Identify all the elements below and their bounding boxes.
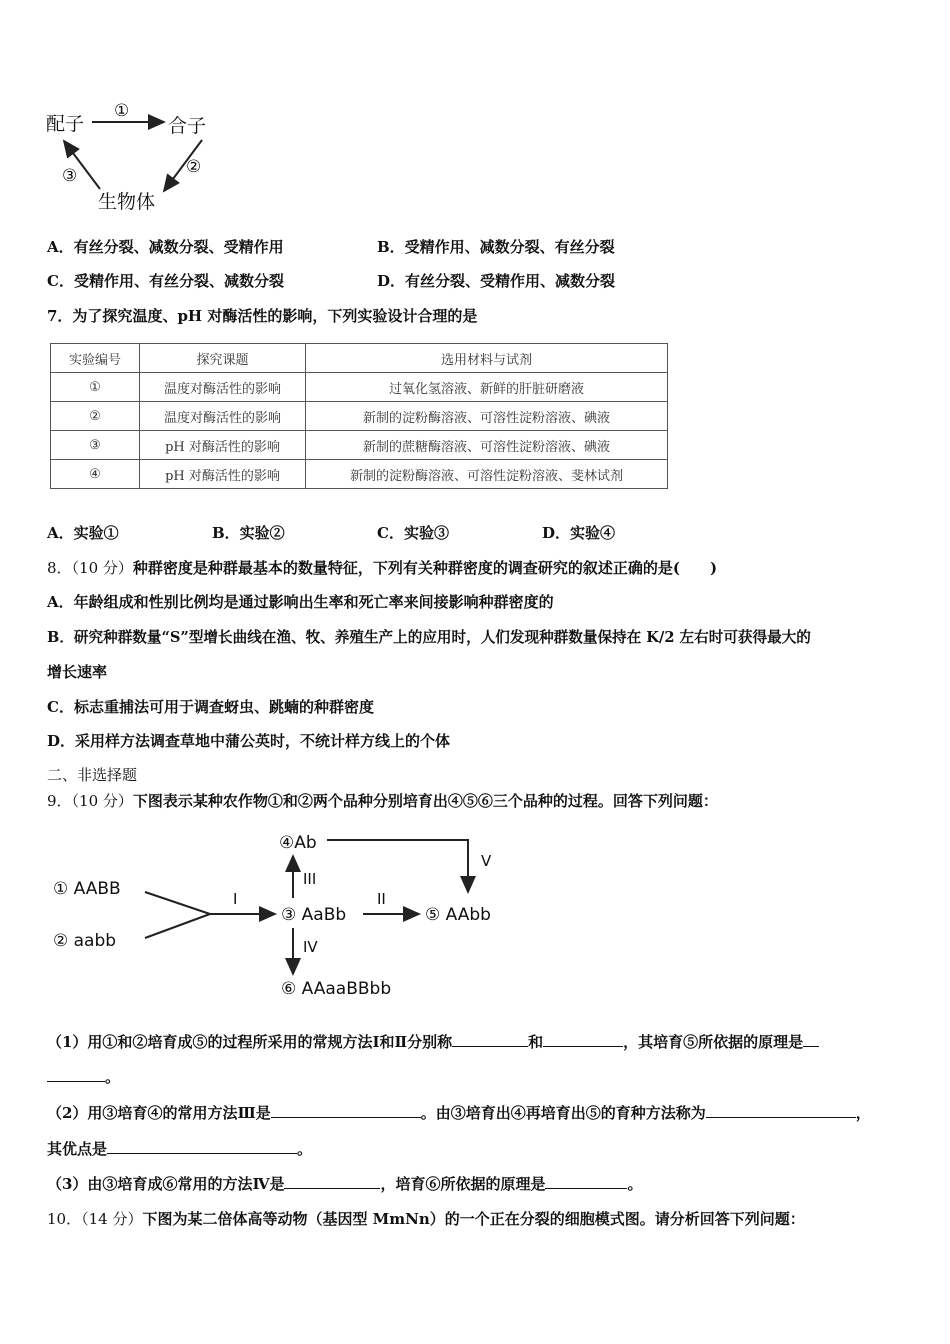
q9-stem: 下图表示某种农作物①和②两个品种分别培育出④⑤⑥三个品种的过程。回答下列问题： (132, 792, 718, 810)
table-header: 探究课题 (140, 344, 306, 373)
answer-blank[interactable] (545, 1174, 627, 1189)
q6-cycle-diagram (40, 95, 225, 220)
table-cell: ③ (51, 431, 140, 460)
table-cell: 新制的淀粉酶溶液、可溶性淀粉溶液、斐林试剂 (306, 460, 668, 489)
table-row (51, 431, 668, 460)
q9-label-v: V (481, 852, 492, 870)
table-cell: pH 对酶活性的影响 (140, 431, 306, 460)
table-header-row (51, 344, 668, 373)
table-cell: 过氧化氢溶液、新鲜的肝脏研磨液 (306, 373, 668, 402)
q9-arrow-v (327, 840, 468, 892)
table-cell: 温度对酶活性的影响 (140, 373, 306, 402)
q10-score: （14 分） (81, 1210, 143, 1228)
q9-part2-end: 。 (297, 1140, 313, 1158)
q9-breeding-diagram (45, 822, 515, 1007)
q7-experiment-table (50, 343, 668, 489)
q9-stem-line (47, 790, 718, 811)
table-cell: pH 对酶活性的影响 (140, 460, 306, 489)
table-row (51, 460, 668, 489)
q9-part3-end: 。 (627, 1175, 643, 1193)
q8-number: 8． (47, 559, 72, 577)
q9-part2-line2 (47, 1138, 312, 1159)
answer-blank[interactable] (107, 1139, 297, 1154)
table-cell: 温度对酶活性的影响 (140, 402, 306, 431)
q8-score: （10 分） (71, 559, 133, 577)
q6-option-c: C．受精作用、有丝分裂、减数分裂 (47, 272, 284, 290)
q9-part1-end: 。 (105, 1068, 121, 1086)
table-header: 实验编号 (51, 344, 140, 373)
q7-stem: 7．为了探究温度、pH 对酶活性的影响，下列实验设计合理的是 (47, 307, 478, 325)
q9-part2-line (47, 1102, 871, 1123)
q9-part1-text-b: 和 (528, 1033, 544, 1051)
answer-blank[interactable] (803, 1032, 819, 1047)
q9-part1-text-a: （1）用①和②培育成⑤的过程所采用的常规方法Ⅰ和Ⅱ分别称 (47, 1033, 453, 1051)
q6-node-organism: 生物体 (98, 191, 156, 213)
q8-option-c: C．标志重捕法可用于调查蚜虫、跳蝻的种群密度 (47, 698, 374, 716)
q6-label-3: ③ (62, 166, 78, 186)
table-cell: 新制的蔗糖酶溶液、可溶性淀粉溶液、碘液 (306, 431, 668, 460)
q9-part1-text-c: ，其培育⑤所依据的原理是 (623, 1033, 804, 1051)
q6-label-1: ① (114, 101, 130, 121)
q6-option-a: A．有丝分裂、减数分裂、受精作用 (47, 238, 284, 256)
q10-number: 10． (47, 1210, 82, 1228)
table-header: 选用材料与试剂 (306, 344, 668, 373)
q8-option-d: D．采用样方法调查草地中蒲公英时，不统计样方线上的个体 (47, 732, 451, 750)
answer-blank[interactable] (284, 1174, 380, 1189)
q9-part2-text-b: 。由③培育出④再培育出⑤的育种方法称为 (420, 1104, 706, 1122)
table-cell: ④ (51, 460, 140, 489)
q9-score: （10 分） (71, 792, 133, 810)
q8-option-a: A．年龄组成和性别比例均是通过影响出生率和死亡率来间接影响种群密度的 (47, 593, 554, 611)
table-cell: 新制的淀粉酶溶液、可溶性淀粉溶液、碘液 (306, 402, 668, 431)
q10-stem-line (47, 1208, 805, 1229)
q6-node-zygote: 合子 (168, 115, 207, 137)
table-row (51, 373, 668, 402)
section-heading: 二、非选择题 (47, 766, 138, 784)
answer-blank[interactable] (271, 1103, 421, 1118)
table-cell: ② (51, 402, 140, 431)
q9-part1-line (47, 1031, 819, 1052)
q9-part3-text-b: ，培育⑥所依据的原理是 (380, 1175, 546, 1193)
q6-node-gamete: 配子 (46, 113, 85, 135)
q9-part2-text-d: 其优点是 (47, 1140, 108, 1158)
q7-option-d: D．实验④ (542, 524, 616, 542)
table-row (51, 402, 668, 431)
q9-part2-text-a: （2）用③培育④的常用方法Ⅲ是 (47, 1104, 271, 1122)
q8-option-b: B．研究种群数量“S”型增长曲线在渔、牧、养殖生产上的应用时，人们发现种群数量保持在 K/2 左右时可获得最大的 (47, 629, 811, 646)
q7-option-b: B．实验② (212, 524, 285, 542)
q10-stem: 下图为某二倍体高等动物（基因型 MmNn）的一个正在分裂的细胞模式图。请分析回答下列问题： (142, 1210, 805, 1228)
q8-stem: 种群密度是种群最基本的数量特征，下列有关种群密度的调查研究的叙述正确的是( ) (132, 559, 718, 577)
q7-option-c: C．实验③ (377, 524, 449, 542)
q7-option-a: A．实验① (47, 524, 119, 542)
q8-option-b-cont: 增长速率 (47, 663, 108, 681)
q9-node-5: ⑤ AAbb (425, 905, 491, 925)
answer-blank[interactable] (706, 1103, 856, 1118)
answer-blank[interactable] (452, 1032, 528, 1047)
q9-label-ii: II (377, 890, 386, 908)
q6-option-b: B．受精作用、减数分裂、有丝分裂 (377, 238, 615, 256)
q9-node-2: ② aabb (53, 931, 117, 951)
q9-node-3: ③ AaBb (281, 905, 347, 925)
q9-label-i: I (233, 890, 238, 908)
q9-line-2 (145, 914, 210, 938)
q8-stem-line (47, 557, 717, 578)
q9-part3-line (47, 1173, 643, 1194)
table-cell: ① (51, 373, 140, 402)
q9-node-1: ① AABB (53, 879, 121, 899)
q9-number: 9． (47, 792, 72, 810)
q9-part1-line2 (47, 1066, 120, 1087)
answer-blank[interactable] (47, 1067, 105, 1082)
answer-blank[interactable] (543, 1032, 623, 1047)
q9-label-iv: IV (303, 938, 318, 956)
q9-node-6: ⑥ AAaaBBbb (281, 979, 392, 999)
q9-part2-text-c: ， (855, 1104, 871, 1122)
q6-option-d: D．有丝分裂、受精作用、减数分裂 (377, 272, 616, 290)
q9-part3-text-a: （3）由③培育成⑥常用的方法Ⅳ是 (47, 1175, 285, 1193)
q9-node-4: ④Ab (279, 833, 317, 853)
q9-label-iii: III (303, 870, 317, 888)
q6-label-2: ② (186, 157, 202, 177)
q9-line-1 (145, 892, 210, 914)
